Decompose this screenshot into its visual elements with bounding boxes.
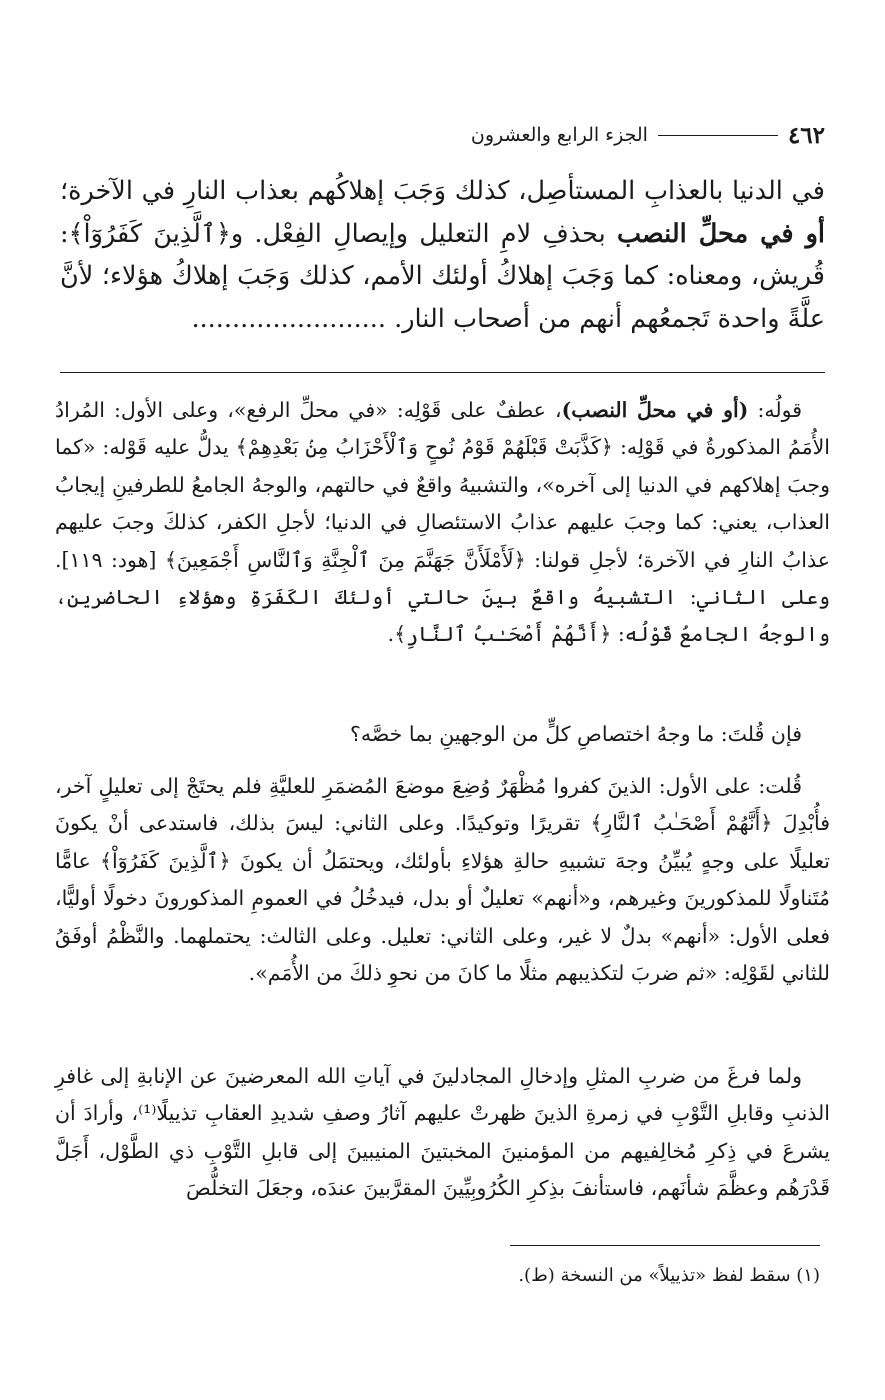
- header-rule: [658, 135, 778, 136]
- commentary-p4-text: ولما فرغَ من ضربِ المثلِ وإدخالِ المجادلينَ في آياتِ الله المعرضينَ عن الإنابةِ إلى غافرِ الذنبِ وقابلِ التَّوْبِ في زمرةِ الذينَ ظهرتْ عليهم آثارُ وصفِ شديدِ العقابِ تذييلًا⁽¹⁾، وأرادَ أن يشرعَ في ذِكرِ مُخالِفيهم من المؤمنينَ المخبتينَ المنيبينَ إلى قابلِ التَّوْبِ ذي الطَّوْل، أَجَلَّ قَدْرَهُم وعظَّمَ شأنَهم، فاستأنفَ بذِكرِ الكُرُوبِيِّينَ المقرَّبينَ عندَه، وجعَلَ التخلُّصَ: [55, 1064, 830, 1201]
- footnote: (١) سقط لفظ «تذييلاً» من النسخة (ط).: [518, 1265, 820, 1286]
- commentary-p1-body: ، عطفٌ على قَوْلِه: «في محلِّ الرفع»، وعلى الأول: المُرادُ الأُمَمُ المذكورةُ في قَوْلِه: ﴿كَذَّبَتْ قَبْلَهُمْ قَوْمُ نُوحٍ وَٱلْأَحْزَابُ مِنۢ بَعْدِهِمْ﴾ يدلُّ عليه قَوْله: «كما وجبَ إهلاكهم في الدنيا إلى آخره»، والتشبيهُ واقعٌ في حالتهم، والوجهُ الجامعُ للطرفينِ إيجابُ العذاب، يعني: كما وجبَ عليهم عذابُ الاستئصالِ في الدنيا؛ لأجلِ الكفر، كذلكَ وجبَ عليهم عذابُ النارِ في الآخرة؛ لأجلِ قولنا: ﴿لَأَمْلَأَنَّ جَهَنَّمَ مِنَ ٱلْجِنَّةِ وَٱلنَّاسِ أَجْمَعِينَ﴾ [هود: ١١٩]. وعلى الثاني: التشبيهُ واقعٌ بينَ حالتي أولئكَ الكَفَرَةِ وهؤلاءِ الحاضرين، والوجهُ الجامعُ قَوْلُه: ﴿أَنَّهُمْ أَصْحَـٰبُ ٱلنَّارِ﴾.: [55, 398, 830, 647]
- commentary-p2-text: فإن قُلتَ: ما وجهُ اختصاصِ كلٍّ من الوجهينِ بما خصَّه؟: [350, 722, 802, 746]
- footnote-rule: [510, 1245, 820, 1246]
- commentary-p1-bold: (أو في محلِّ النصب): [561, 398, 749, 422]
- commentary-paragraph-1: [55, 392, 830, 654]
- page-number: ٤٦٢: [787, 121, 825, 149]
- commentary-paragraph-4: [55, 1058, 830, 1208]
- commentary-paragraph-2: [55, 716, 830, 753]
- text-commentary-divider: [60, 372, 825, 373]
- commentary-p1-lead: قولُه:: [748, 398, 802, 422]
- running-title: الجزء الرابع والعشرون: [470, 124, 648, 146]
- main-text-part3: بحذفِ لامِ التعليل وإيصالِ الفِعْل. و﴿ٱلَّذِينَ كَفَرُوٓاْ﴾: قُريش، ومعناه: كما وَجَبَ إهلاكُ أولئك الأمم، كذلك وَجَبَ إهلاكُ هؤلاء؛ لأنَّ علَّةً واحدة تَجمعُهم أنهم من أصحاب النار.: [60, 218, 825, 334]
- commentary-paragraph-3: [55, 768, 830, 992]
- page-header: [65, 118, 825, 152]
- main-text-block: [60, 170, 825, 340]
- main-text-part1: في الدنيا بالعذابِ المستأصِل، كذلك وَجَبَ إهلاكُهم بعذاب النارِ في الآخرة؛: [60, 176, 825, 206]
- commentary-p3-text: قُلت: على الأول: الذينَ كفروا مُظْهَرٌ وُضِعَ موضعَ المُضمَرِ للعليَّةِ فلم يحتَجْ إلى تعليلٍ آخر، فأُبْدِلَ ﴿أَنَّهُمْ أَصْحَـٰبُ ٱلنَّارِ﴾ تقريرًا وتوكيدًا. وعلى الثاني: ليسَ بذلك، فاستدعى أنْ يكونَ تعليلًا على وجهٍ يُبيِّنُ وجهَ تشبيهِ حالةِ هؤلاءِ بأولئك، ويحتمَلُ أن يكونَ ﴿ٱلَّذِينَ كَفَرُوٓاْ﴾ عامًّا مُتَناولًا للمذكورينَ وغيرهم، و«أنهم» تعليلٌ أو بدل، فيدخُلُ في العمومِ المذكورونَ دخولًا أوليًّا، فعلى الأول: «أنهم» بدلٌ لا غير، وعلى الثاني: تعليل. وعلى الثالث: يحتملهما. والنَّظْمُ أوفَقُ للثاني لقَوْلِه: «ثم ضربَ لتكذيبهم مثلًا ما كانَ من نحوِ ذلكَ من الأُمَم».: [55, 774, 830, 986]
- main-text-bold: أو في محلِّ النصب: [616, 218, 826, 249]
- continuation-dots: ........................: [191, 303, 386, 334]
